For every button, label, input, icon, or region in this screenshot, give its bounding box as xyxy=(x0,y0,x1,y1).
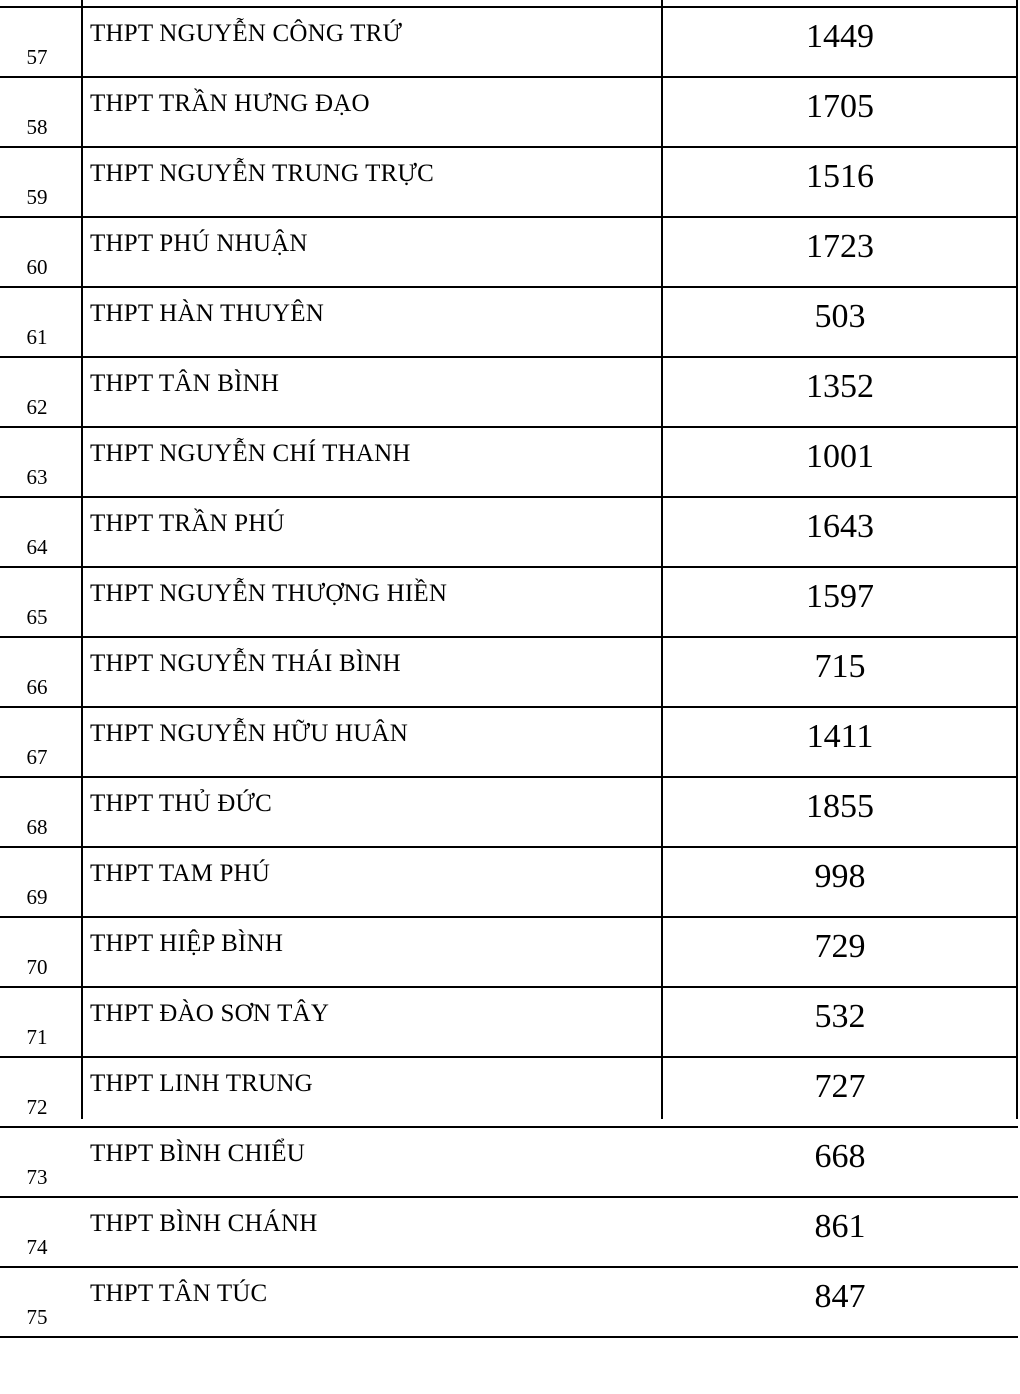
row-number: 71 xyxy=(0,987,82,1057)
table-row xyxy=(0,567,1018,637)
school-name: THPT BÌNH CHÁNH xyxy=(82,1197,662,1267)
school-value: 1643 xyxy=(662,497,1018,567)
table-row xyxy=(0,217,1018,287)
school-value: 1516 xyxy=(662,147,1018,217)
table-row xyxy=(0,287,1018,357)
table-row xyxy=(0,637,1018,707)
table-row xyxy=(0,917,1018,987)
school-value: 729 xyxy=(662,917,1018,987)
school-name: THPT ĐÀO SƠN TÂY xyxy=(82,987,662,1057)
school-name: THPT TÂN TÚC xyxy=(82,1267,662,1337)
row-number: 61 xyxy=(0,287,82,357)
school-value: 503 xyxy=(662,287,1018,357)
school-name: THPT PHÚ NHUẬN xyxy=(82,217,662,287)
row-number: 68 xyxy=(0,777,82,847)
table-row xyxy=(0,987,1018,1057)
school-value: 1705 xyxy=(662,77,1018,147)
school-value: 715 xyxy=(662,637,1018,707)
table-row xyxy=(0,357,1018,427)
school-name: THPT HIỆP BÌNH xyxy=(82,917,662,987)
table-row xyxy=(0,1127,1018,1197)
school-name: THPT LINH TRUNG xyxy=(82,1057,662,1127)
school-value: 1411 xyxy=(662,707,1018,777)
row-number: 58 xyxy=(0,77,82,147)
school-value: 861 xyxy=(662,1197,1018,1267)
school-value: 1449 xyxy=(662,7,1018,77)
table-row xyxy=(0,7,1018,77)
school-value: 1723 xyxy=(662,217,1018,287)
school-value: 727 xyxy=(662,1057,1018,1127)
school-value: 668 xyxy=(662,1127,1018,1197)
row-number: 59 xyxy=(0,147,82,217)
school-value: 532 xyxy=(662,987,1018,1057)
row-number: 73 xyxy=(0,1127,82,1197)
row-number: 62 xyxy=(0,357,82,427)
school-name: THPT NGUYỄN HỮU HUÂN xyxy=(82,707,662,777)
school-name-empty xyxy=(82,1337,662,1394)
school-name: THPT TAM PHÚ xyxy=(82,847,662,917)
row-number: 70 xyxy=(0,917,82,987)
school-table xyxy=(0,6,1018,1394)
row-number: 72 xyxy=(0,1057,82,1127)
school-name: THPT NGUYỄN THƯỢNG HIỀN xyxy=(82,567,662,637)
table-row xyxy=(0,77,1018,147)
row-number: 60 xyxy=(0,217,82,287)
row-number: 67 xyxy=(0,707,82,777)
school-name: THPT NGUYỄN CHÍ THANH xyxy=(82,427,662,497)
table-row xyxy=(0,497,1018,567)
row-number: 75 xyxy=(0,1267,82,1337)
school-value: 847 xyxy=(662,1267,1018,1337)
row-number: 63 xyxy=(0,427,82,497)
school-value: 1855 xyxy=(662,777,1018,847)
row-number: 64 xyxy=(0,497,82,567)
table-row xyxy=(0,707,1018,777)
row-number: 69 xyxy=(0,847,82,917)
row-number-empty xyxy=(0,1337,82,1394)
school-value: 1352 xyxy=(662,357,1018,427)
school-name: THPT NGUYỄN THÁI BÌNH xyxy=(82,637,662,707)
school-value: 998 xyxy=(662,847,1018,917)
table-row xyxy=(0,1197,1018,1267)
school-name: THPT THỦ ĐỨC xyxy=(82,777,662,847)
school-value-empty xyxy=(662,1337,1018,1394)
school-name: THPT TRẦN PHÚ xyxy=(82,497,662,567)
school-name: THPT HÀN THUYÊN xyxy=(82,287,662,357)
school-name: THPT NGUYỄN TRUNG TRỰC xyxy=(82,147,662,217)
school-name: THPT BÌNH CHIỂU xyxy=(82,1127,662,1197)
school-value: 1597 xyxy=(662,567,1018,637)
table-row xyxy=(0,1057,1018,1127)
school-name: THPT TÂN BÌNH xyxy=(82,357,662,427)
table-row xyxy=(0,1267,1018,1337)
table-row-partial xyxy=(0,1337,1018,1394)
row-number: 66 xyxy=(0,637,82,707)
table-row xyxy=(0,847,1018,917)
table-row xyxy=(0,147,1018,217)
table-row xyxy=(0,427,1018,497)
row-number: 57 xyxy=(0,7,82,77)
school-value: 1001 xyxy=(662,427,1018,497)
row-number: 65 xyxy=(0,567,82,637)
school-name: THPT TRẦN HƯNG ĐẠO xyxy=(82,77,662,147)
table-row xyxy=(0,777,1018,847)
school-name: THPT NGUYỄN CÔNG TRỨ xyxy=(82,7,662,77)
row-number: 74 xyxy=(0,1197,82,1267)
